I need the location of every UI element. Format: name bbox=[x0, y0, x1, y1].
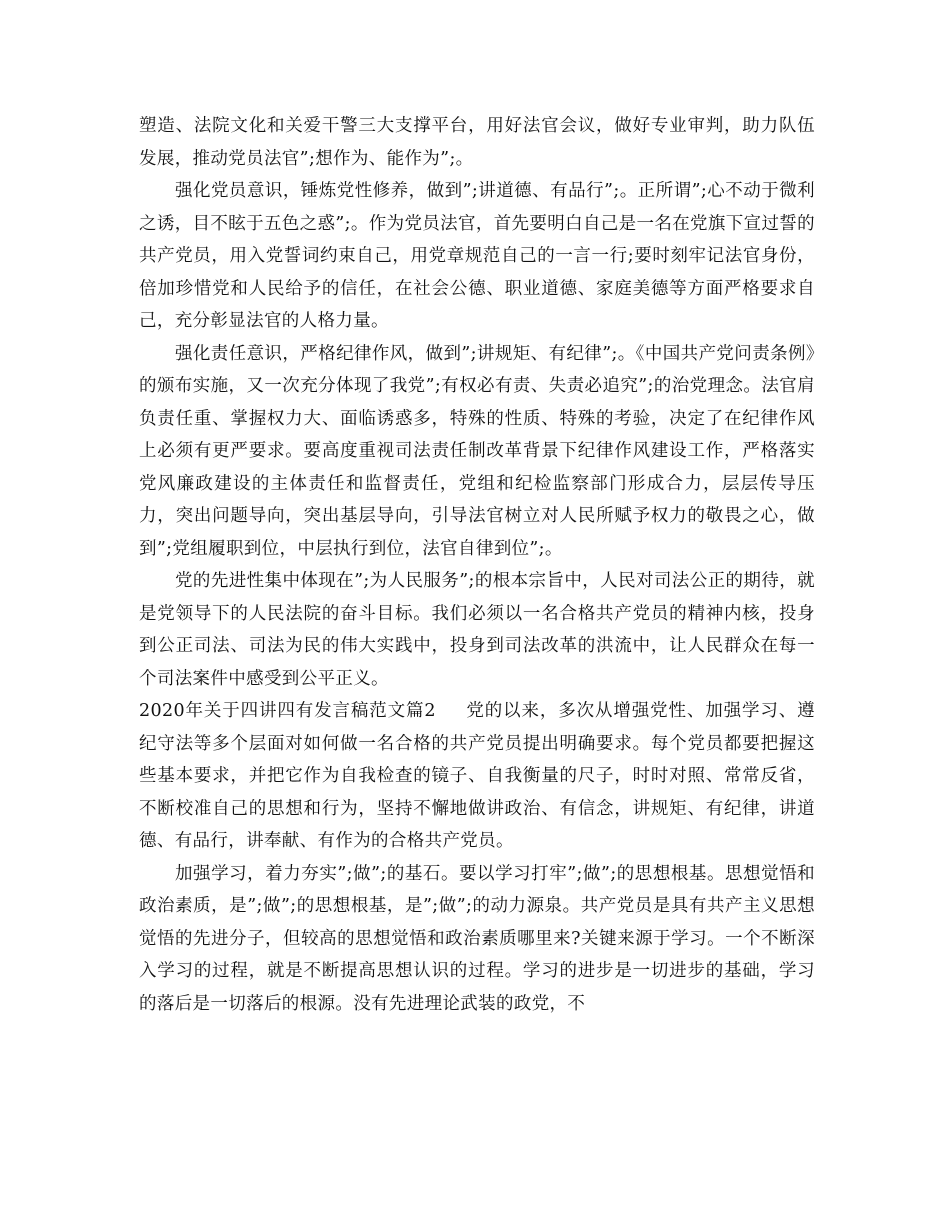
paragraph-3 bbox=[139, 338, 815, 566]
paragraph-4 bbox=[139, 565, 815, 695]
paragraph-6 bbox=[139, 858, 815, 1021]
paragraph-3-text: 强化责任意识，严格纪律作风，做到”;讲规矩、有纪律”;。《中国共产党问责条例》的颁布实施，又一次充分体现了我党”;有权必有责、失责必追究”;的治党理念。法官肩负责任重、掌握权力大、面临诱惑多，特殊的性质、特殊的考验，决定了在纪律作风上必须有更严要求。要高度重视司法责任制改革背景下纪律作风建设工作，严格落实党风廉政建设的主体责任和监督责任，党组和纪检监察部门形成合力，层层传导压力，突出问题导向，突出基层导向，引导法官树立对人民所赋予权力的敬畏之心，做到”;党组履职到位，中层执行到位，法官自律到位”;。 bbox=[139, 343, 815, 559]
paragraph-2 bbox=[139, 175, 815, 338]
paragraph-5-text: 党的以来，多次从增强党性、加强学习、遵纪守法等多个层面对如何做一名合格的共产党员提出明确要求。每个党员都要把握这些基本要求，并把它作为自我检查的镜子、自我衡量的尺子，时时对照、常常反省，不断校准自己的思想和行为，坚持不懈地做讲政治、有信念，讲规矩、有纪律，讲道德、有品行，讲奉献、有作为的合格共产党员。 bbox=[139, 701, 815, 851]
section-heading: 2020年关于四讲四有发言稿范文篇2 bbox=[139, 701, 436, 721]
paragraph-4-text: 党的先进性集中体现在”;为人民服务”;的根本宗旨中，人民对司法公正的期待，就是党领导下的人民法院的奋斗目标。我们必须以一名合格共产党员的精神内核，投身到公正司法、司法为民的伟大实践中，投身到司法改革的洪流中，让人民群众在每一个司法案件中感受到公平正义。 bbox=[139, 571, 815, 689]
paragraph-5 bbox=[139, 695, 815, 858]
paragraph-6-text: 加强学习，着力夯实”;做”;的基石。要以学习打牢”;做”;的思想根基。思想觉悟和政治素质，是”;做”;的思想根基，是”;做”;的动力源泉。共产党员是具有共产主义思想觉悟的先进分子，但较高的思想觉悟和政治素质哪里来?关键来源于学习。一个不断深入学习的过程，就是不断提高思想认识的过程。学习的进步是一切进步的基础，学习的落后是一切落后的根源。没有先进理论武装的政党，不 bbox=[139, 863, 815, 1014]
paragraph-1-text: 塑造、法院文化和关爱干警三大支撑平台，用好法官会议，做好专业审判，助力队伍发展，推动党员法官”;想作为、能作为”;。 bbox=[139, 116, 815, 169]
paragraph-2-text: 强化党员意识，锤炼党性修养，做到”;讲道德、有品行”;。正所谓”;心不动于微利之诱，目不眩于五色之惑”;。作为党员法官，首先要明白自己是一名在党旗下宣过誓的共产党员，用入党誓词约束自己，用党章规范自己的一言一行;要时刻牢记法官身份，倍加珍惜党和人民给予的信任，在社会公德、职业道德、家庭美德等方面严格要求自己，充分彰显法官的人格力量。 bbox=[139, 181, 815, 331]
paragraph-1 bbox=[139, 110, 815, 175]
document-body bbox=[139, 110, 815, 1020]
